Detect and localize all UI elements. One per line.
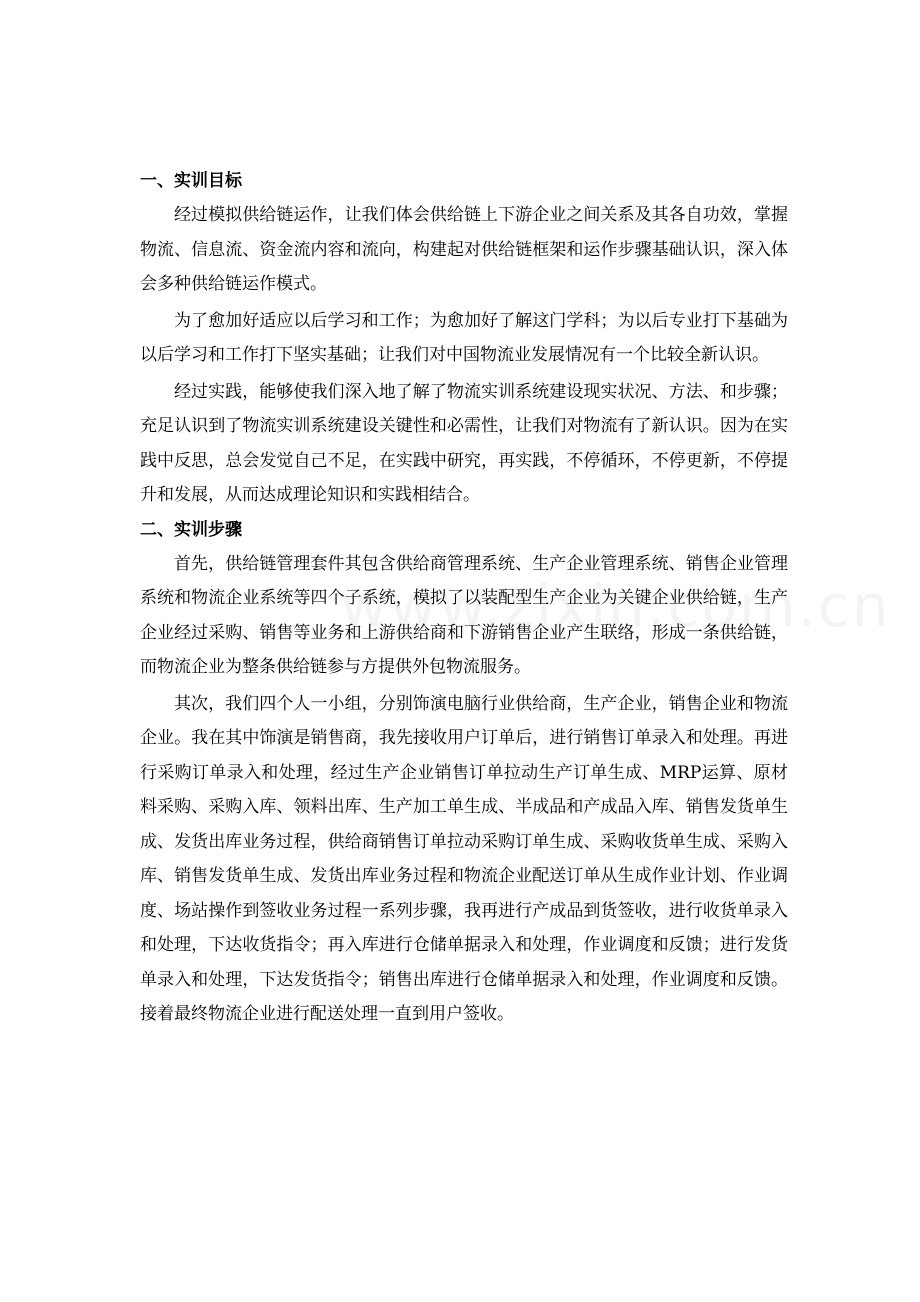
paragraph: 经过实践，能够使我们深入地了解了物流实训系统建设现实状况、方法、和步骤；充足认识到了物流实训系统建设关键性和必需性，让我们对物流有了新认识。因为在实践中反思，总会发觉自己不足，在实践中研究，再实践，不停循环，不停更新，不停提升和发展，从而达成理论知识和实践相结合。 xyxy=(140,381,788,505)
paragraph: 首先，供给链管理套件其包含供给商管理系统、生产企业管理系统、销售企业管理系统和物流企业系统等四个子系统，模拟了以装配型生产企业为关键企业供给链，生产企业经过采购、销售等业务和上游供给商和下游销售企业产生联络，形成一条供给链，而物流企业为整条供给链参与方提供外包物流服务。 xyxy=(140,553,788,677)
section-heading-steps: 二、实训步骤 xyxy=(140,519,242,540)
paragraph: 为了愈加好适应以后学习和工作；为愈加好了解这门学科；为以后专业打下基础为以后学习和工作打下坚实基础；让我们对中国物流业发展情况有一个比较全新认识。 xyxy=(140,310,788,365)
paragraph: 经过模拟供给链运作，让我们体会供给链上下游企业之间关系及其各自功效，掌握物流、信息流、资金流内容和流向，构建起对供给链框架和运作步骤基础认识，深入体会多种供给链运作模式。 xyxy=(140,205,788,294)
section-heading-objectives: 一、实训目标 xyxy=(140,171,242,191)
paragraph: 其次，我们四个人一小组，分别饰演电脑行业供给商，生产企业，销售企业和物流企业。我在其中饰演是销售商，我先接收用户订单后，进行销售订单录入和处理。再进行采购订单录入和处理，经过生产企业销售订单拉动生产订单生成、MRP运算、原材料采购、采购入库、领料出库、生产加工单生成、半成品和产成品入库、销售发货单生成、发货出库业务过程，供给商销售订单拉动采购订单生成、采购收货单生成、采购入库、销售发货单生成、发货出库业务过程和物流企业配送订单从生成作业计划、作业调度、场站操作到签收业务过程一系列步骤，我再进行产成品到货签收，进行收货单录入和处理，下达收货指令；再入库进行仓储单据录入和处理，作业调度和反馈；进行发货单录入和处理，下达发货指令；销售出库进行仓储单据录入和处理，作业调度和反馈。接着最终物流企业进行配送处理一直到用户签收。 xyxy=(140,693,788,1024)
document-body xyxy=(140,166,788,1034)
